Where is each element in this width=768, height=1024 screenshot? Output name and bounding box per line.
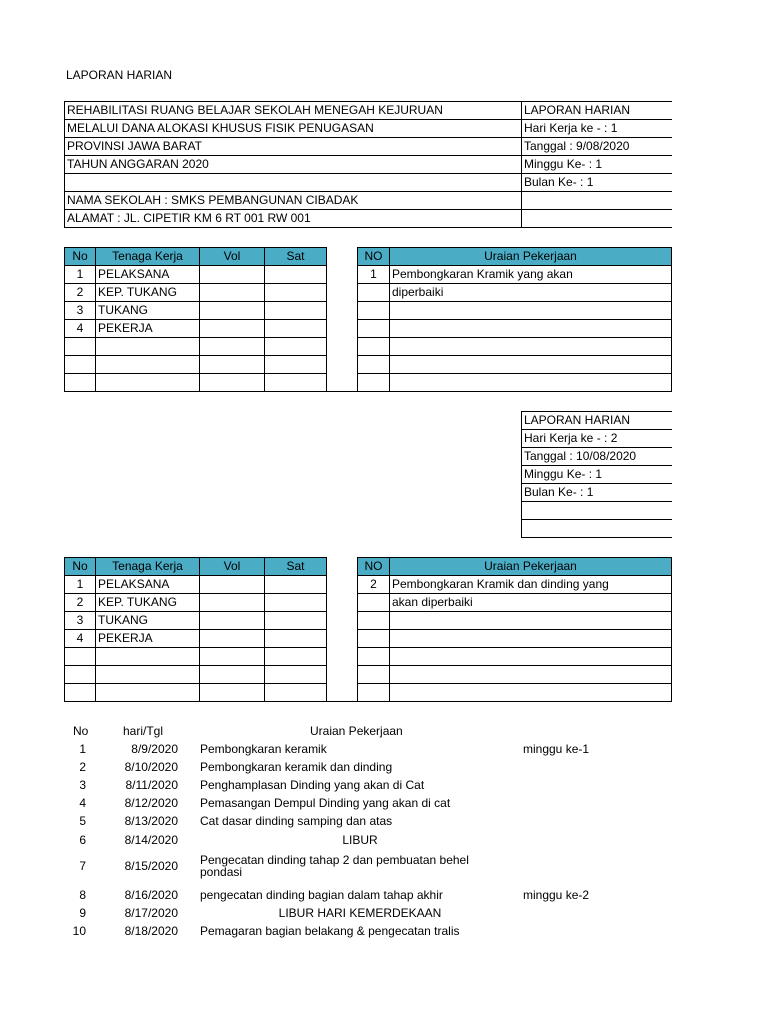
table-row — [65, 612, 672, 630]
sat-cell — [265, 374, 327, 392]
separator — [327, 594, 358, 612]
task-text — [390, 320, 672, 338]
task-no — [358, 612, 390, 630]
header-left-line: REHABILITASI RUANG BELAJAR SEKOLAH MENEGAH KEJURUAN — [65, 102, 522, 120]
vol-cell — [200, 302, 265, 320]
task-no — [358, 356, 390, 374]
summary-date: 8/14/2020 — [124, 833, 178, 847]
col-header-sat: Sat — [265, 248, 327, 266]
header-right-line: Tanggal : 9/08/2020 — [522, 138, 672, 156]
col-header-sat: Sat — [265, 558, 327, 576]
list-item — [60, 776, 720, 794]
separator — [327, 338, 358, 356]
task-text — [390, 356, 672, 374]
table-row — [65, 266, 672, 284]
separator — [327, 248, 358, 266]
separator — [327, 302, 358, 320]
summary-date: 8/12/2020 — [124, 796, 178, 810]
list-item — [60, 904, 720, 922]
separator — [327, 612, 358, 630]
header-right-line: LAPORAN HARIAN — [522, 412, 672, 430]
summary-text: Penghamplasan Dinding yang akan di Cat — [200, 778, 425, 792]
summary-note: minggu ke-1 — [523, 742, 590, 756]
worker-no: 4 — [65, 320, 96, 338]
separator — [327, 576, 358, 594]
summary-header-no: No — [73, 724, 89, 738]
header-right-line — [522, 192, 672, 210]
table-row — [65, 320, 672, 338]
summary-text-line2: pondasi — [200, 865, 243, 879]
task-text — [390, 684, 672, 702]
header-right-line: Minggu Ke- : 1 — [522, 466, 672, 484]
summary-date: 8/15/2020 — [124, 859, 178, 873]
sat-cell — [265, 338, 327, 356]
table-row — [65, 630, 672, 648]
summary-no: 7 — [79, 859, 86, 873]
separator — [327, 666, 358, 684]
worker-name: KEP. TUKANG — [96, 284, 200, 302]
summary-no: 6 — [79, 833, 86, 847]
header-left-line: MELALUI DANA ALOKASI KHUSUS FISIK PENUGASAN — [65, 120, 522, 138]
worker-name — [96, 338, 200, 356]
task-text — [390, 666, 672, 684]
task-text — [390, 302, 672, 320]
summary-no: 10 — [72, 924, 86, 938]
summary-no: 8 — [79, 888, 86, 902]
worker-name: KEP. TUKANG — [96, 594, 200, 612]
work-table-day1 — [64, 247, 672, 392]
summary-no: 3 — [79, 778, 86, 792]
sat-cell — [265, 648, 327, 666]
worker-no: 3 — [65, 612, 96, 630]
vol-cell — [200, 576, 265, 594]
table-row — [65, 576, 672, 594]
worker-name — [96, 684, 200, 702]
worker-no — [65, 648, 96, 666]
list-item — [60, 794, 720, 812]
page-title: LAPORAN HARIAN — [66, 68, 173, 82]
worker-name — [96, 374, 200, 392]
vol-cell — [200, 684, 265, 702]
header-right-line — [522, 502, 672, 520]
worker-no — [65, 338, 96, 356]
worker-no — [65, 684, 96, 702]
task-no — [358, 648, 390, 666]
table-row — [65, 594, 672, 612]
worker-no: 2 — [65, 594, 96, 612]
summary-text: Pemagaran bagian belakang & pengecatan tralis — [200, 924, 460, 938]
col-header-uraian: Uraian Pekerjaan — [390, 248, 672, 266]
sat-cell — [265, 320, 327, 338]
col-header-no2: NO — [358, 558, 390, 576]
vol-cell — [200, 338, 265, 356]
header-left-line: ALAMAT : JL. CIPETIR KM 6 RT 001 RW 001 — [65, 210, 522, 228]
vol-cell — [200, 374, 265, 392]
table-row — [65, 338, 672, 356]
summary-date: 8/10/2020 — [124, 760, 178, 774]
worker-name: PELAKSANA — [96, 266, 200, 284]
sat-cell — [265, 630, 327, 648]
worker-no — [65, 666, 96, 684]
summary-date: 8/11/2020 — [125, 778, 178, 792]
header-right-line: Tanggal : 10/08/2020 — [522, 448, 672, 466]
header-right-line — [522, 520, 672, 538]
col-header-no: No — [65, 558, 96, 576]
col-header-uraian: Uraian Pekerjaan — [390, 558, 672, 576]
task-no: 1 — [358, 266, 390, 284]
work-table-day2 — [64, 557, 672, 702]
vol-cell — [200, 648, 265, 666]
task-no — [358, 284, 390, 302]
header-left-line: PROVINSI JAWA BARAT — [65, 138, 522, 156]
task-text: diperbaiki — [390, 284, 672, 302]
task-no — [358, 666, 390, 684]
summary-no: 2 — [79, 760, 86, 774]
separator — [327, 558, 358, 576]
task-no — [358, 594, 390, 612]
header-table-day2 — [521, 411, 672, 538]
list-item — [60, 740, 720, 758]
header-right-line: Hari Kerja ke - : 1 — [522, 120, 672, 138]
task-no — [358, 374, 390, 392]
sat-cell — [265, 684, 327, 702]
separator — [327, 374, 358, 392]
sat-cell — [265, 594, 327, 612]
col-header-tenaga-kerja: Tenaga Kerja — [96, 248, 200, 266]
worker-name: TUKANG — [96, 612, 200, 630]
summary-date: 8/9/2020 — [131, 742, 178, 756]
worker-no — [65, 374, 96, 392]
sat-cell — [265, 356, 327, 374]
separator — [327, 284, 358, 302]
summary-date: 8/16/2020 — [124, 888, 178, 902]
header-left-line: TAHUN ANGGARAN 2020 — [65, 156, 522, 174]
col-header-no: No — [65, 248, 96, 266]
list-item — [60, 922, 720, 940]
sat-cell — [265, 576, 327, 594]
header-right-line — [522, 210, 672, 228]
header-right-line: LAPORAN HARIAN — [522, 102, 672, 120]
summary-text: Cat dasar dinding samping dan atas — [200, 814, 393, 828]
summary-text: Pengecatan dinding tahap 2 dan pembuatan behel — [200, 853, 469, 867]
col-header-vol: Vol — [200, 248, 265, 266]
task-text: Pembongkaran Kramik yang akan — [390, 266, 672, 284]
table-row — [65, 284, 672, 302]
worker-name: TUKANG — [96, 302, 200, 320]
task-no — [358, 630, 390, 648]
summary-no: 9 — [79, 906, 86, 920]
summary-date: 8/13/2020 — [124, 814, 178, 828]
worker-no: 1 — [65, 266, 96, 284]
header-left-line: NAMA SEKOLAH : SMKS PEMBANGUNAN CIBADAK — [65, 192, 522, 210]
header-table — [64, 101, 672, 228]
list-item — [60, 758, 720, 776]
task-no — [358, 320, 390, 338]
summary-date: 8/17/2020 — [124, 906, 178, 920]
vol-cell — [200, 320, 265, 338]
task-text: akan diperbaiki — [390, 594, 672, 612]
header-left-line — [65, 174, 522, 192]
worker-name: PELAKSANA — [96, 576, 200, 594]
header-right-line: Bulan Ke- : 1 — [522, 484, 672, 502]
task-text: Pembongkaran Kramik dan dinding yang — [390, 576, 672, 594]
task-no — [358, 684, 390, 702]
worker-name — [96, 666, 200, 684]
sat-cell — [265, 666, 327, 684]
sat-cell — [265, 612, 327, 630]
separator — [327, 266, 358, 284]
worker-name — [96, 356, 200, 374]
task-text — [390, 338, 672, 356]
table-row — [65, 302, 672, 320]
task-text — [390, 648, 672, 666]
summary-header — [60, 722, 720, 740]
header-right-line: Bulan Ke- : 1 — [522, 174, 672, 192]
table-row — [65, 374, 672, 392]
table-row — [65, 666, 672, 684]
separator — [327, 356, 358, 374]
summary-no: 1 — [79, 742, 86, 756]
worker-no: 3 — [65, 302, 96, 320]
summary-text: LIBUR HARI KEMERDEKAAN — [278, 906, 442, 920]
task-text — [390, 374, 672, 392]
list-item — [60, 831, 720, 849]
summary-text: Pembongkaran keramik dan dinding — [200, 760, 393, 774]
header-right-line: Hari Kerja ke - : 2 — [522, 430, 672, 448]
summary-header-date: hari/Tgl — [123, 724, 164, 738]
separator — [327, 648, 358, 666]
summary-note: minggu ke-2 — [523, 888, 590, 902]
summary-text: Pemasangan Dempul Dinding yang akan di cat — [200, 796, 451, 810]
worker-no: 1 — [65, 576, 96, 594]
summary-text: pengecatan dinding bagian dalam tahap akhir — [200, 888, 443, 902]
col-header-no2: NO — [358, 248, 390, 266]
vol-cell — [200, 266, 265, 284]
vol-cell — [200, 666, 265, 684]
worker-no: 2 — [65, 284, 96, 302]
summary-text: LIBUR — [342, 833, 378, 847]
summary-no: 5 — [79, 814, 86, 828]
task-text — [390, 612, 672, 630]
sat-cell — [265, 284, 327, 302]
worker-no — [65, 356, 96, 374]
table-row — [65, 648, 672, 666]
col-header-tenaga-kerja: Tenaga Kerja — [96, 558, 200, 576]
vol-cell — [200, 594, 265, 612]
worker-name: PEKERJA — [96, 320, 200, 338]
separator — [327, 684, 358, 702]
task-no — [358, 302, 390, 320]
task-no: 2 — [358, 576, 390, 594]
worker-name — [96, 648, 200, 666]
vol-cell — [200, 630, 265, 648]
header-right-line: Minggu Ke- : 1 — [522, 156, 672, 174]
task-text — [390, 630, 672, 648]
col-header-vol: Vol — [200, 558, 265, 576]
vol-cell — [200, 284, 265, 302]
summary-header-uraian: Uraian Pekerjaan — [310, 724, 403, 738]
vol-cell — [200, 356, 265, 374]
separator — [327, 320, 358, 338]
summary-text: Pembongkaran keramik — [200, 742, 327, 756]
table-row — [65, 684, 672, 702]
sat-cell — [265, 266, 327, 284]
sat-cell — [265, 302, 327, 320]
worker-no: 4 — [65, 630, 96, 648]
vol-cell — [200, 612, 265, 630]
summary-no: 4 — [79, 796, 86, 810]
separator — [327, 630, 358, 648]
list-item — [60, 886, 720, 904]
worker-name: PEKERJA — [96, 630, 200, 648]
task-no — [358, 338, 390, 356]
list-item — [60, 853, 720, 879]
summary-date: 8/18/2020 — [124, 924, 178, 938]
list-item — [60, 812, 720, 830]
table-row — [65, 356, 672, 374]
